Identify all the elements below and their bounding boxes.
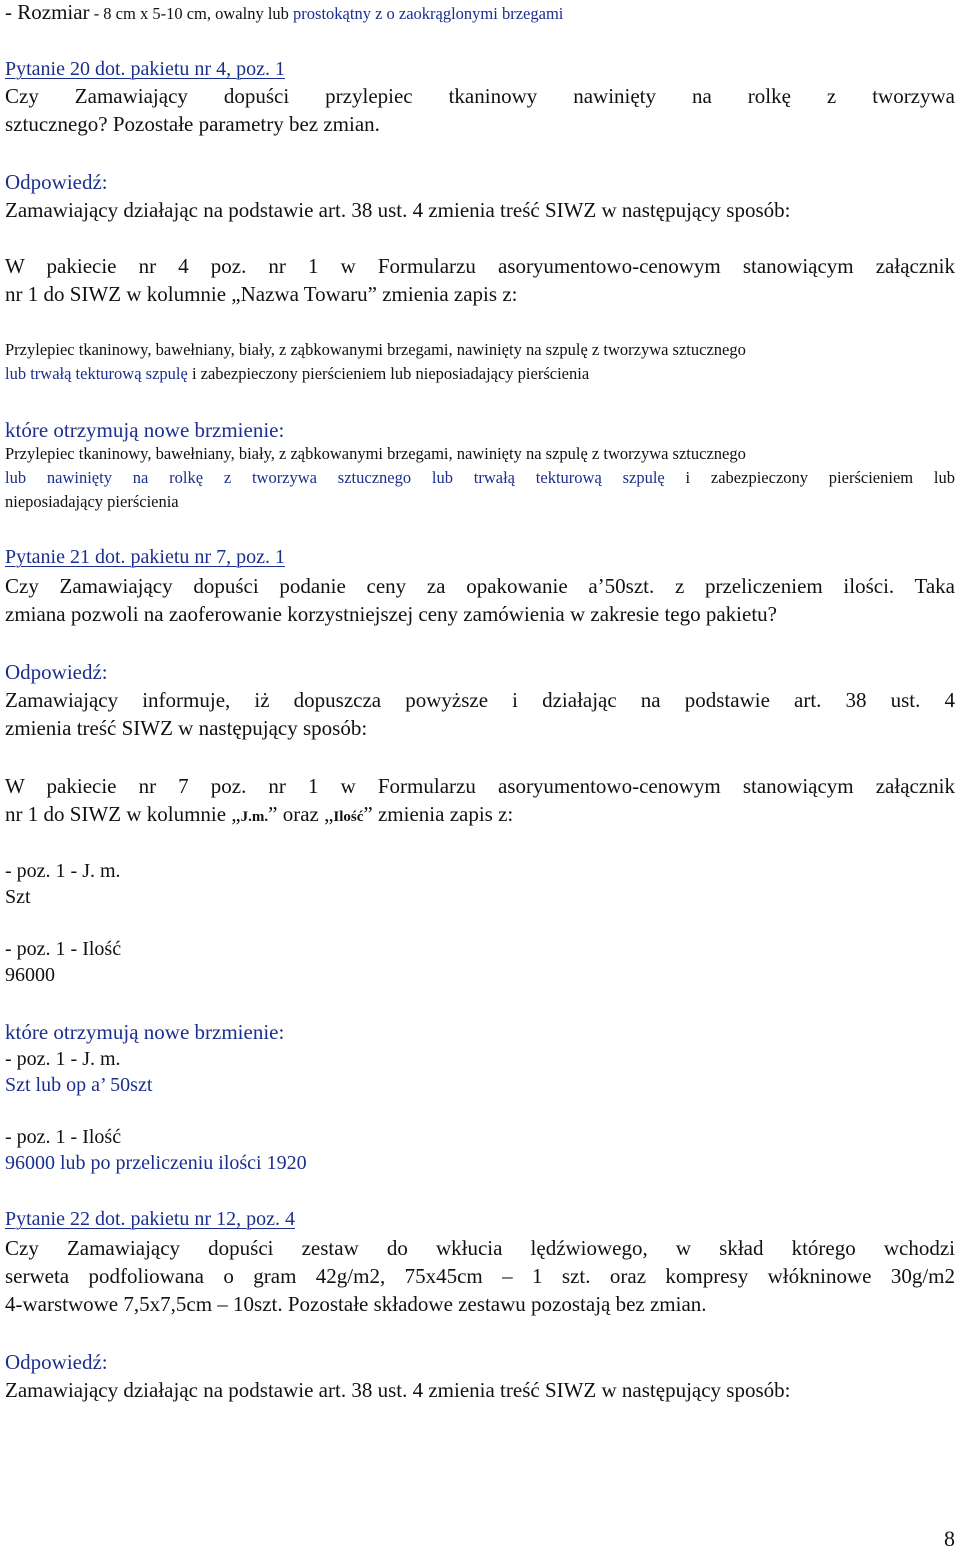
q21-old-qty-value: 96000 xyxy=(5,964,55,986)
q21-answer-line1: Zamawiający informuje, iż dopuszcza powyższe i działając na podstawie art. 38 ust. 4 xyxy=(5,688,955,712)
q20-answer-label: Odpowiedź: xyxy=(5,170,108,194)
q21-old-jm-value: Szt xyxy=(5,886,31,908)
q22-question-line2: serweta podfoliowana o gram 42g/m2, 75x45cm – 1 szt. oraz kompresy włókninowe 30g/m2 xyxy=(5,1264,955,1288)
q20-old-line2: lub trwałą tekturową szpulę i zabezpieczony pierścieniem lub nieposiadający pierścienia xyxy=(5,364,590,383)
size-values: - 8 cm x 5-10 cm, owalny lub xyxy=(89,4,294,23)
q21-new-qty-value: 96000 lub po przeliczeniu ilości 1920 xyxy=(5,1152,307,1174)
q20-heading: Pytanie 20 dot. pakietu nr 4, poz. 1 xyxy=(5,58,285,80)
q21-question-line1: Czy Zamawiający dopuści podanie ceny za opakowanie a’50szt. z przeliczeniem ilości. Taka xyxy=(5,574,955,598)
q21-change-line2: nr 1 do SIWZ w kolumnie „J.m.” oraz „Ilość” zmienia zapis z: xyxy=(5,802,514,826)
size-shape: prostokątny z o zaokrąglonymi brzegami xyxy=(293,4,564,23)
q21-new-label: które otrzymują nowe brzmienie: xyxy=(5,1020,285,1044)
column-jm: J.m. xyxy=(240,809,269,825)
q20-new-line3: nieposiadający pierścienia xyxy=(5,492,179,511)
q21-new-jm-label: - poz. 1 - J. m. xyxy=(5,1048,121,1070)
q20-answer-text: Zamawiający działając na podstawie art. 38 ust. 4 zmienia treść SIWZ w następujący sposób: xyxy=(5,198,791,222)
q21-answer-line2: zmienia treść SIWZ w następujący sposób: xyxy=(5,716,368,740)
q20-change-line1: W pakiecie nr 4 poz. nr 1 w Formularzu asoryumentowo-cenowym stanowiącym załącznik xyxy=(5,254,955,278)
q20-new-highlight: lub nawinięty na rolkę z tworzywa sztucznego lub trwałą tekturową szpulę xyxy=(5,468,665,487)
q22-answer-text: Zamawiający działając na podstawie art. 38 ust. 4 zmienia treść SIWZ w następujący sposób: xyxy=(5,1378,791,1402)
column-ilosc: Ilość xyxy=(333,809,364,825)
q21-heading: Pytanie 21 dot. pakietu nr 7, poz. 1 xyxy=(5,546,285,568)
q20-old-line1: Przylepiec tkaninowy, bawełniany, biały, z ząbkowanymi brzegami, nawinięty na szpulę z tworzywa sztucznego xyxy=(5,340,746,359)
q20-question-line1: Czy Zamawiający dopuści przylepiec tkaninowy nawinięty na rolkę z tworzywa xyxy=(5,84,955,108)
size-line xyxy=(5,0,563,25)
q20-new-label: które otrzymują nowe brzmienie: xyxy=(5,418,285,442)
size-label: - Rozmiar xyxy=(5,0,90,24)
q20-old-highlight: lub trwałą tekturową szpulę xyxy=(5,364,188,383)
q21-new-jm-value: Szt lub op a’ 50szt xyxy=(5,1074,153,1096)
q20-new-line1: Przylepiec tkaninowy, bawełniany, biały, z ząbkowanymi brzegami, nawinięty na szpulę z tworzywa sztucznego xyxy=(5,444,746,463)
q20-question-line2: sztucznego? Pozostałe parametry bez zmian. xyxy=(5,112,380,136)
q21-answer-label: Odpowiedź: xyxy=(5,660,108,684)
q20-new-line2: lub nawinięty na rolkę z tworzywa sztucznego lub trwałą tekturową szpulę i zabezpieczony pierścieniem lub xyxy=(5,468,955,487)
q20-change-line2: nr 1 do SIWZ w kolumnie „Nazwa Towaru” zmienia zapis z: xyxy=(5,282,518,306)
page-number: 8 xyxy=(944,1526,955,1551)
q22-heading: Pytanie 22 dot. pakietu nr 12, poz. 4 xyxy=(5,1208,295,1230)
q22-question-line3: 4-warstwowe 7,5x7,5cm – 10szt. Pozostałe składowe zestawu pozostają bez zmian. xyxy=(5,1292,707,1316)
q21-old-jm-label: - poz. 1 - J. m. xyxy=(5,860,121,882)
q21-change-line1: W pakiecie nr 7 poz. nr 1 w Formularzu asoryumentowo-cenowym stanowiącym załącznik xyxy=(5,774,955,798)
q22-answer-label: Odpowiedź: xyxy=(5,1350,108,1374)
q21-old-qty-label: - poz. 1 - Ilość xyxy=(5,938,122,960)
q21-new-qty-label: - poz. 1 - Ilość xyxy=(5,1126,122,1148)
q21-question-line2: zmiana pozwoli na zaoferowanie korzystniejszej ceny zamówienia w zakresie tego pakietu? xyxy=(5,602,777,626)
q22-question-line1: Czy Zamawiający dopuści zestaw do wkłucia lędźwiowego, w skład którego wchodzi xyxy=(5,1236,955,1260)
